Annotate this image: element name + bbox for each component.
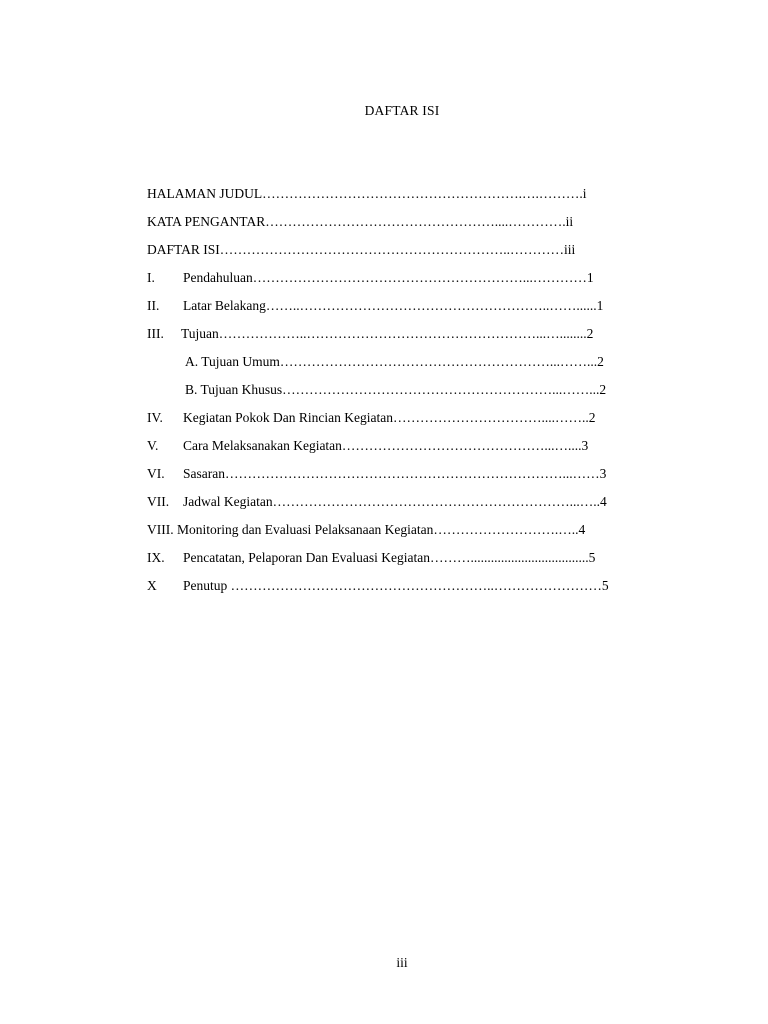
toc-entry-number: I. — [147, 270, 155, 285]
toc-entry-text: KATA PENGANTAR……………………………………………....………….ii — [147, 214, 574, 229]
toc-entry-text: Pencatatan, Pelaporan Dan Evaluasi Kegiatan………...................................5 — [183, 550, 596, 565]
toc-entry-text: Penutup …………………………………………………..……………………5 — [183, 578, 609, 593]
toc-entry-text: B. Tujuan Khusus……………………………………………………...……...2 — [185, 382, 607, 397]
toc-entry-number: V. — [147, 438, 159, 453]
toc-entry-text: DAFTAR ISI………………………………………………………..…………iii — [147, 242, 576, 257]
toc-title: DAFTAR ISI — [364, 103, 440, 118]
page-number: iii — [396, 955, 408, 970]
toc-entry-text: HALAMAN JUDUL………………………………………………….….……….i — [147, 186, 587, 201]
toc-entry-text: Jadwal Kegiatan…………………………………………………………...…..4 — [183, 494, 607, 509]
toc-entry-text: Latar Belakang……..………………………………………………..……......1 — [183, 298, 604, 313]
toc-entry-text: Sasaran…………………………………………………………………...……3 — [183, 466, 607, 481]
toc-entry-text: Tujuan………………..……………………………………………...…........2 — [181, 326, 594, 341]
toc-entry-text: VIII. Monitoring dan Evaluasi Pelaksanaan Kegiatan……………………….…..4 — [147, 522, 586, 537]
toc-entry-number: VI. — [147, 466, 165, 481]
toc-entry-text: Pendahuluan……………………………………………………...…………1 — [183, 270, 594, 285]
toc-entry-number: IV. — [147, 410, 163, 425]
toc-entry-text: Cara Melaksanakan Kegiatan………………………………………...…....3 — [183, 438, 589, 453]
toc-entry-number: II. — [147, 298, 160, 313]
toc-entry-text: Kegiatan Pokok Dan Rincian Kegiatan……………………………....……..2 — [183, 410, 596, 425]
toc-entry-text: A. Tujuan Umum……………………………………………………...……...2 — [185, 354, 604, 369]
toc-entry-number: IX. — [147, 550, 165, 565]
toc-entry-number: III. — [147, 326, 164, 341]
toc-entry-number: VII. — [147, 494, 170, 509]
toc-entry-number: X — [147, 578, 157, 593]
